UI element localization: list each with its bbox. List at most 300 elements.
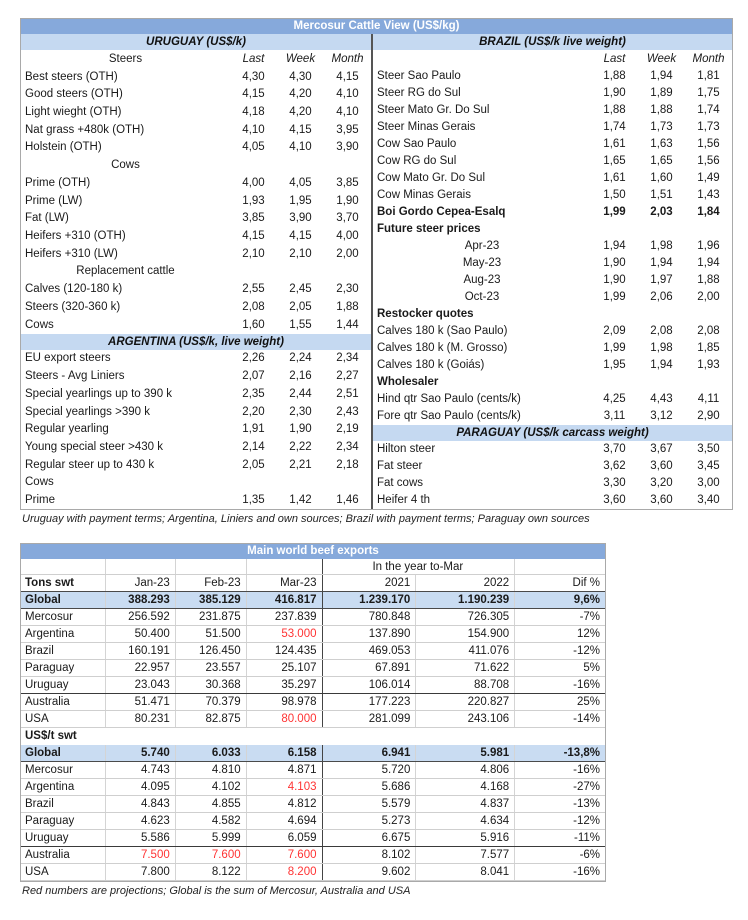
value-cell: 4,00 — [336, 230, 359, 243]
value-cell: 7.577 — [416, 847, 515, 863]
value-cell: 388.293 — [106, 592, 176, 608]
table-row — [21, 298, 371, 316]
row-label: Calves 180 k (Goiás) — [377, 359, 485, 372]
value-cell: 5.981 — [416, 745, 515, 761]
value-cell: 1,74 — [697, 103, 720, 116]
row-label-cell: USA — [21, 864, 106, 880]
value-cell: 154.900 — [416, 626, 515, 642]
value-cell: 1,94 — [603, 239, 626, 252]
value-cell: 1,95 — [289, 194, 312, 207]
table-row — [373, 186, 732, 203]
row-label: Regular steer up to 430 k — [25, 458, 155, 471]
table-row — [21, 385, 371, 403]
value-cell: 4,18 — [242, 106, 265, 119]
value-cell: 3,70 — [603, 443, 626, 456]
exports-data-row — [21, 830, 605, 847]
value-cell: 3,85 — [336, 176, 359, 189]
value-cell: 177.223 — [323, 694, 417, 710]
value-cell: 1,94 — [650, 256, 673, 269]
value-cell: 1,49 — [697, 171, 720, 184]
exports-rows — [21, 559, 605, 881]
table-row — [373, 271, 732, 288]
value-cell: 1,95 — [603, 359, 626, 372]
table-row — [21, 209, 371, 227]
row-label: Holstein (OTH) — [25, 141, 102, 154]
value-cell: 2,21 — [289, 458, 312, 471]
value-cell: 4.103 — [247, 779, 323, 795]
value-cell: Week — [646, 52, 677, 65]
value-cell: 4.743 — [106, 762, 176, 778]
empty-cell — [515, 559, 605, 574]
value-cell: 67.891 — [323, 660, 417, 676]
row-label: Future steer prices — [377, 222, 481, 235]
span-header-cell: In the year to-Mar — [323, 559, 516, 574]
column-header-cell: Jan-23 — [106, 575, 176, 591]
value-cell: 1,56 — [697, 137, 720, 150]
value-cell: 2,10 — [242, 247, 265, 260]
table-row — [21, 139, 371, 157]
empty-cell — [416, 728, 515, 745]
row-label: Steer RG do Sul — [377, 86, 461, 99]
table-row — [373, 67, 732, 84]
table-row — [21, 403, 371, 421]
exports-data-row — [21, 592, 605, 609]
value-cell: 2,07 — [242, 370, 265, 383]
column-header-row — [373, 50, 732, 67]
value-cell: 2,30 — [336, 283, 359, 296]
value-cell: 5% — [583, 662, 601, 674]
exports-span-row — [21, 559, 605, 575]
table-row — [373, 441, 732, 458]
value-cell: 1,61 — [603, 171, 626, 184]
value-cell: 1,94 — [650, 359, 673, 372]
table-row — [21, 420, 371, 438]
row-label: Fat (LW) — [25, 212, 69, 225]
value-cell: -27% — [573, 781, 601, 793]
exports-data-row — [21, 626, 605, 643]
table-row — [21, 227, 371, 245]
value-cell: 12% — [576, 628, 601, 640]
value-cell: 231.875 — [176, 609, 247, 625]
table-row — [373, 323, 732, 340]
value-cell: 1,90 — [336, 194, 359, 207]
value-cell: 2,03 — [650, 205, 673, 218]
exports-data-row — [21, 694, 605, 711]
value-cell: 3,95 — [336, 123, 359, 136]
value-cell: -11% — [574, 832, 601, 844]
value-cell: -16% — [573, 764, 601, 776]
row-label-cell: Global — [21, 745, 106, 761]
table-row — [21, 174, 371, 192]
value-cell: 1,60 — [242, 318, 265, 331]
row-label: Replacement cattle — [76, 265, 175, 278]
value-cell: 23.557 — [176, 660, 247, 676]
value-cell: 82.875 — [176, 711, 247, 727]
value-cell: 4,10 — [242, 123, 265, 136]
row-label: Good steers (OTH) — [25, 88, 123, 101]
value-cell: 411.076 — [416, 643, 515, 659]
value-cell: 2,08 — [242, 300, 265, 313]
value-cell: -12% — [573, 815, 601, 827]
table-row — [373, 391, 732, 408]
value-cell: 4,05 — [242, 141, 265, 154]
value-cell: 1,98 — [650, 342, 673, 355]
value-cell: 1,75 — [697, 86, 720, 99]
value-cell: 1,88 — [336, 300, 359, 313]
row-label: Fore qtr Sao Paulo (cents/k) — [377, 410, 521, 423]
row-label: Steer Sao Paulo — [377, 69, 461, 82]
value-cell: 126.450 — [176, 643, 247, 659]
value-cell: 4,43 — [650, 393, 673, 406]
value-cell: 2,45 — [289, 283, 312, 296]
value-cell: 4.810 — [176, 762, 247, 778]
value-cell: 7.500 — [106, 847, 176, 863]
empty-cell — [515, 728, 605, 745]
table-row — [21, 474, 371, 492]
value-cell: 70.379 — [176, 694, 247, 710]
row-label-cell: Uruguay — [21, 830, 106, 846]
value-cell: 2,27 — [336, 370, 359, 383]
value-cell: 1,73 — [650, 120, 673, 133]
value-cell: 3,90 — [336, 141, 359, 154]
row-label-cell: USA — [21, 711, 106, 727]
value-cell: 2,08 — [650, 325, 673, 338]
table-row — [373, 492, 732, 509]
uruguay-argentina-column — [21, 34, 373, 509]
value-cell: 3,50 — [697, 443, 720, 456]
value-cell: 1,90 — [289, 423, 312, 436]
row-label: Heifers +310 (LW) — [25, 247, 118, 260]
table-row — [373, 458, 732, 475]
row-label: Light wieght (OTH) — [25, 106, 122, 119]
row-label: Wholesaler — [377, 376, 439, 389]
value-cell: 3,45 — [697, 460, 720, 473]
column-header-cell: Feb-23 — [176, 575, 247, 591]
value-cell: 9,6% — [573, 594, 601, 606]
value-cell: 5.686 — [323, 779, 417, 795]
value-cell: 4.837 — [416, 796, 515, 812]
value-cell: 5.579 — [323, 796, 417, 812]
value-cell: 4,11 — [697, 393, 720, 406]
value-cell: 1,85 — [697, 342, 720, 355]
section-header: PARAGUAY (US$/k carcass weight) — [373, 425, 732, 441]
value-cell: 1,99 — [603, 290, 626, 303]
value-cell: 5.740 — [106, 745, 176, 761]
value-cell: 1,93 — [697, 359, 720, 372]
exports-data-row — [21, 643, 605, 660]
value-cell: 2,22 — [289, 440, 312, 453]
exports-data-row — [21, 745, 605, 762]
value-cell: 4,25 — [603, 393, 626, 406]
row-label: Prime (OTH) — [25, 176, 91, 189]
table-row — [373, 84, 732, 101]
value-cell: 2,05 — [242, 458, 265, 471]
value-cell: 1,46 — [336, 494, 359, 507]
value-cell: 4,20 — [289, 106, 312, 119]
brazil-paraguay-column — [373, 34, 732, 509]
value-cell: 3,67 — [650, 443, 673, 456]
row-label: Nat grass +480k (OTH) — [25, 123, 145, 136]
value-cell: 4,10 — [336, 88, 359, 101]
value-cell: 6.059 — [247, 830, 323, 846]
value-cell: 2,51 — [336, 387, 359, 400]
value-cell: 80.231 — [106, 711, 176, 727]
exports-footnote: Red numbers are projections; Global is the sum of Mercosur, Australia and USA — [22, 885, 411, 897]
value-cell: 256.592 — [106, 609, 176, 625]
value-cell: 1,56 — [697, 154, 720, 167]
value-cell: 1,61 — [603, 137, 626, 150]
value-cell: 3,62 — [603, 460, 626, 473]
value-cell: 1,50 — [603, 188, 626, 201]
value-cell: 4,05 — [289, 176, 312, 189]
value-cell: 416.817 — [247, 592, 323, 608]
table-row — [373, 169, 732, 186]
table-row — [21, 367, 371, 385]
row-label-cell: Global — [21, 592, 106, 608]
value-cell: 2,20 — [242, 405, 265, 418]
value-cell: 4.623 — [106, 813, 176, 829]
value-cell: 1,63 — [650, 137, 673, 150]
value-cell: 51.471 — [106, 694, 176, 710]
exports-section-label-row — [21, 728, 605, 745]
value-cell: 22.957 — [106, 660, 176, 676]
value-cell: 2,06 — [650, 290, 673, 303]
value-cell: 1,94 — [697, 256, 720, 269]
row-label-cell: Argentina — [21, 779, 106, 795]
value-cell: 4,20 — [289, 88, 312, 101]
cattle-footnote: Uruguay with payment terms; Argentina, Liniers and own sources; Brazil with payment terms; Paraguay own sources — [22, 513, 590, 525]
value-cell: 50.400 — [106, 626, 176, 642]
value-cell: 1,35 — [242, 494, 265, 507]
value-cell: 1,42 — [289, 494, 312, 507]
value-cell: 4.582 — [176, 813, 247, 829]
empty-cell — [106, 728, 176, 745]
table-row — [373, 101, 732, 118]
value-cell: 3,60 — [650, 494, 673, 507]
row-label: Steers (320-360 k) — [25, 300, 121, 313]
value-cell: 98.978 — [247, 694, 323, 710]
value-cell: 4,15 — [336, 70, 359, 83]
value-cell: 2,00 — [697, 290, 720, 303]
value-cell: 2,09 — [603, 325, 626, 338]
row-label-cell: Brazil — [21, 643, 106, 659]
value-cell: 4,10 — [289, 141, 312, 154]
row-label: Prime (LW) — [25, 194, 83, 207]
value-cell: 385.129 — [176, 592, 247, 608]
value-cell: 1,88 — [650, 103, 673, 116]
value-cell: 1,98 — [650, 239, 673, 252]
exports-data-row — [21, 796, 605, 813]
value-cell: 469.053 — [323, 643, 417, 659]
value-cell: 1.239.170 — [323, 592, 417, 608]
value-cell: 2,26 — [242, 352, 265, 365]
row-label-cell: Mercosur — [21, 609, 106, 625]
table-row — [373, 288, 732, 305]
value-cell: 237.839 — [247, 609, 323, 625]
row-label-cell: Australia — [21, 694, 106, 710]
table-row — [373, 118, 732, 135]
row-label: Steer Mato Gr. Do Sul — [377, 103, 490, 116]
value-cell: 106.014 — [323, 677, 417, 693]
empty-cell — [176, 728, 247, 745]
table-row — [373, 254, 732, 271]
value-cell: 3,00 — [697, 477, 720, 490]
row-label: EU export steers — [25, 352, 111, 365]
section-header: ARGENTINA (US$/k, live weight) — [21, 334, 371, 350]
table-row — [21, 245, 371, 263]
value-cell: 1,88 — [603, 103, 626, 116]
row-label: Heifer 4 th — [377, 494, 431, 507]
row-label: Boi Gordo Cepea-Esalq — [377, 205, 506, 218]
value-cell: 4.855 — [176, 796, 247, 812]
row-label: Special yearlings up to 390 k — [25, 387, 173, 400]
value-cell: 7.800 — [106, 864, 176, 880]
column-header-cell: Tons swt — [21, 575, 106, 591]
value-cell: Month — [692, 52, 725, 65]
row-label: Restocker quotes — [377, 307, 474, 320]
exports-data-row — [21, 711, 605, 728]
table-row — [373, 305, 732, 322]
value-cell: -13% — [573, 798, 601, 810]
column-header-cell: 2022 — [416, 575, 515, 591]
value-cell: 1,93 — [242, 194, 265, 207]
value-cell: 1,91 — [242, 423, 265, 436]
table-row — [373, 475, 732, 492]
value-cell: 35.297 — [247, 677, 323, 693]
row-label: Cow Mato Gr. Do Sul — [377, 171, 486, 184]
row-label: Apr-23 — [464, 239, 500, 252]
value-cell: -7% — [579, 611, 601, 623]
row-label: Oct-23 — [464, 290, 500, 303]
exports-data-row — [21, 864, 605, 881]
table-row — [21, 85, 371, 103]
section-header: URUGUAY (US$/k) — [21, 34, 371, 50]
value-cell: 2,00 — [336, 247, 359, 260]
value-cell: 8.102 — [323, 847, 417, 863]
value-cell: 3,60 — [603, 494, 626, 507]
value-cell: 1.190.239 — [416, 592, 515, 608]
value-cell: 2,18 — [336, 458, 359, 471]
value-cell: 80.000 — [247, 711, 323, 727]
value-cell: -16% — [573, 866, 601, 878]
row-label: Young special steer >430 k — [25, 440, 163, 453]
value-cell: 3,90 — [289, 212, 312, 225]
table-row — [21, 280, 371, 298]
table-row — [21, 156, 371, 174]
empty-cell — [247, 728, 323, 745]
value-cell: 1,88 — [603, 69, 626, 82]
value-cell: 2,55 — [242, 283, 265, 296]
left-rows — [21, 34, 371, 509]
empty-cell — [323, 728, 417, 745]
value-cell: 2,24 — [289, 352, 312, 365]
value-cell: 137.890 — [323, 626, 417, 642]
row-label-cell: Uruguay — [21, 677, 106, 693]
table-row — [21, 350, 371, 368]
value-cell: 4,00 — [242, 176, 265, 189]
value-cell: 4.168 — [416, 779, 515, 795]
value-cell: 8.200 — [247, 864, 323, 880]
row-label-cell: Mercosur — [21, 762, 106, 778]
value-cell: Last — [242, 52, 265, 65]
column-header-cell: 2021 — [323, 575, 417, 591]
empty-cell — [21, 559, 106, 574]
row-label: Prime — [25, 494, 56, 507]
value-cell: 281.099 — [323, 711, 417, 727]
table-row — [21, 491, 371, 509]
value-cell: 2,34 — [336, 440, 359, 453]
row-label: Hilton steer — [377, 443, 436, 456]
value-cell: Week — [285, 52, 316, 65]
exports-data-row — [21, 779, 605, 796]
value-cell: 4.806 — [416, 762, 515, 778]
value-cell: 4.843 — [106, 796, 176, 812]
empty-cell — [247, 559, 323, 574]
value-cell: 1,84 — [697, 205, 720, 218]
value-cell: 726.305 — [416, 609, 515, 625]
row-label: Cow RG do Sul — [377, 154, 457, 167]
exports-data-row — [21, 677, 605, 694]
value-cell: 4,15 — [242, 230, 265, 243]
row-label: Cows — [25, 318, 54, 331]
row-label: Steers — [108, 52, 143, 65]
value-cell: Month — [331, 52, 364, 65]
value-cell: 4.812 — [247, 796, 323, 812]
value-cell: 6.158 — [247, 745, 323, 761]
row-label: Steer Minas Gerais — [377, 120, 476, 133]
table-row — [373, 374, 732, 391]
value-cell: 6.675 — [323, 830, 417, 846]
value-cell: 5.916 — [416, 830, 515, 846]
section-label-cell: US$/t swt — [25, 730, 77, 742]
value-cell: -14% — [573, 713, 601, 725]
row-label: Best steers (OTH) — [25, 70, 118, 83]
value-cell: 1,89 — [650, 86, 673, 99]
value-cell: 8.041 — [416, 864, 515, 880]
cattle-report — [20, 18, 733, 525]
value-cell: 1,65 — [650, 154, 673, 167]
table-row — [373, 408, 732, 425]
row-label: Fat steer — [377, 460, 423, 473]
table-row — [373, 220, 732, 237]
row-label: Hind qtr Sao Paulo (cents/k) — [377, 393, 521, 406]
value-cell: 160.191 — [106, 643, 176, 659]
value-cell: 4.694 — [247, 813, 323, 829]
column-header-cell: Mar-23 — [247, 575, 323, 591]
cattle-table — [20, 18, 733, 510]
value-cell: 1,74 — [603, 120, 626, 133]
exports-table-title: Main world beef exports — [21, 544, 605, 559]
value-cell: 1,99 — [603, 342, 626, 355]
value-cell: 4,30 — [242, 70, 265, 83]
column-header-row — [21, 50, 371, 68]
row-label: Calves (120-180 k) — [25, 283, 123, 296]
table-row — [21, 316, 371, 334]
value-cell: 53.000 — [247, 626, 323, 642]
table-row — [373, 203, 732, 220]
value-cell: 2,19 — [336, 423, 359, 436]
value-cell: 7.600 — [176, 847, 247, 863]
value-cell: 1,43 — [697, 188, 720, 201]
exports-header-row — [21, 575, 605, 592]
table-row — [21, 103, 371, 121]
table-row — [373, 237, 732, 254]
value-cell: 4,15 — [289, 230, 312, 243]
value-cell: -13,8% — [563, 747, 601, 759]
right-rows — [373, 34, 732, 509]
row-label-cell: Paraguay — [21, 660, 106, 676]
value-cell: 2,16 — [289, 370, 312, 383]
